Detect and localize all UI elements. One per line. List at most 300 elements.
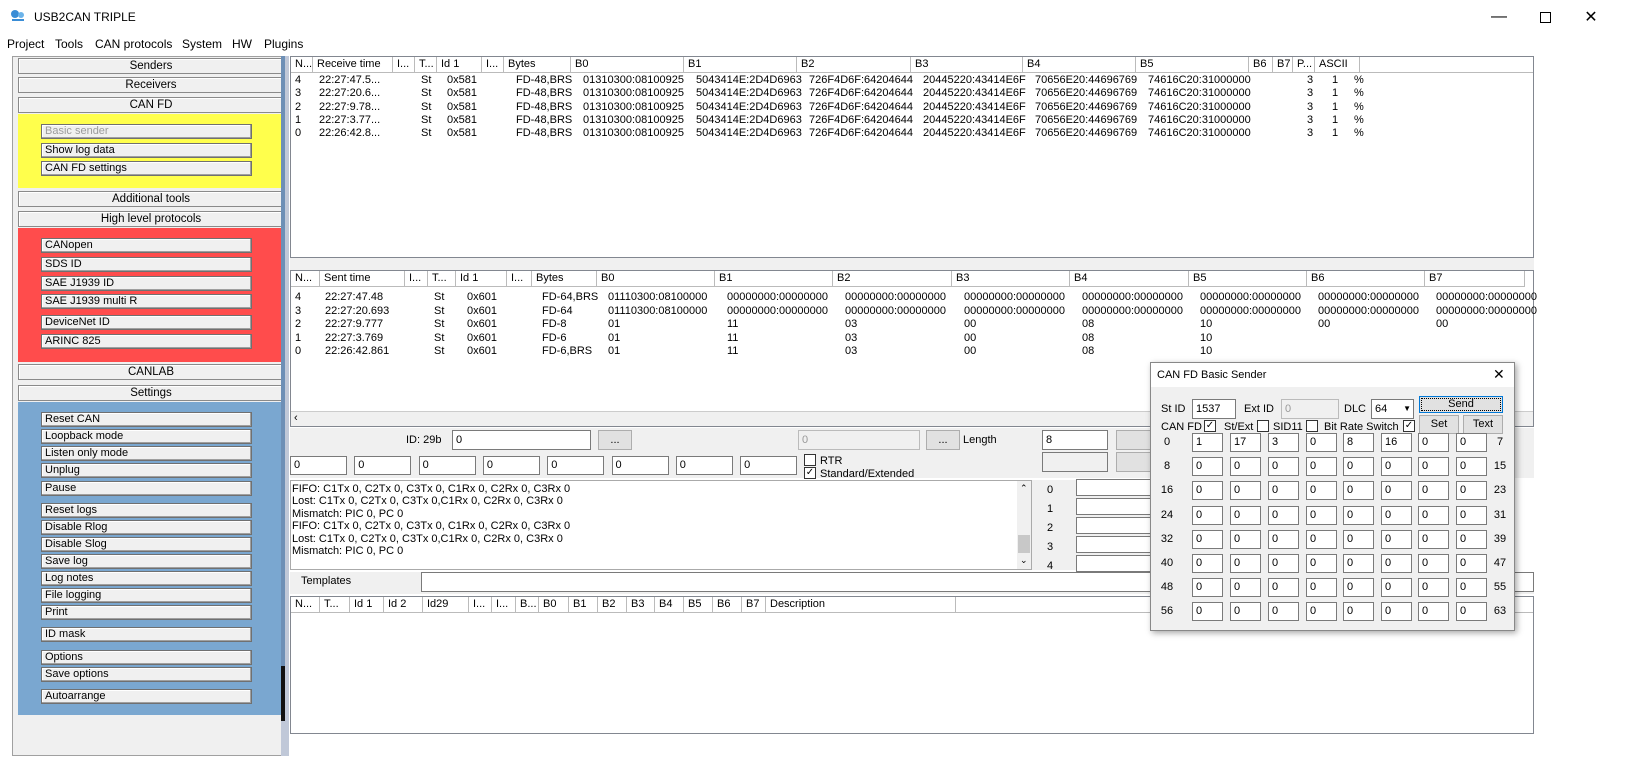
template-column-header[interactable]: B0 [539,597,569,613]
row-index-label: 3 [1047,541,1054,553]
byte-index-start-label: 16 [1160,484,1174,497]
receive-cell: 20445220:43414E6F [923,113,1026,126]
length-aux-input[interactable] [1042,452,1108,472]
text-button[interactable]: Text [1463,415,1503,434]
st-id-input[interactable]: 1537 [1192,399,1236,419]
sent-cell: 01 [608,318,621,330]
row-index-label: 2 [1047,522,1054,534]
sent-cell: 0x601 [467,345,497,357]
receive-column-header[interactable]: B1 [684,57,797,73]
byte-value-input[interactable]: 0 [1268,554,1299,573]
receive-cell: 20445220:43414E6F [923,74,1026,86]
template-column-header[interactable]: I... [492,597,516,613]
receive-cell: % [1354,113,1364,126]
sae-j1939-id-button[interactable]: SAE J1939 ID [41,276,252,291]
byte-value-input[interactable]: 0 [1230,457,1261,476]
byte-value-input[interactable]: 0 [1306,554,1337,573]
sent-cell: 00000000:00000000 [1200,291,1301,303]
sent-cell: 00000000:00000000 [1318,304,1419,317]
menu-can-protocols[interactable]: CAN protocols [95,37,173,51]
byte-value-input[interactable]: 0 [1418,481,1449,500]
log-scrollbar[interactable] [1017,481,1031,569]
reset-can-button[interactable]: Reset CAN [41,412,252,427]
byte-value-input[interactable]: 8 [1343,433,1374,452]
byte-input[interactable]: 0 [290,456,347,475]
template-column-header[interactable]: B7 [742,597,766,613]
log-line: Lost: C1Tx 0, C2Tx 0, C3Tx 0,C1Rx 0, C2Rx 0, C3Rx 0 [292,532,563,545]
sent-column-header[interactable]: Id 1 [456,271,507,287]
byte-value-input[interactable]: 0 [1192,506,1223,525]
byte-value-input[interactable]: 0 [1230,481,1261,500]
template-column-header[interactable]: I... [469,597,492,613]
receive-cell: 0 [295,127,302,140]
sent-cell: 00 [1318,318,1331,330]
receive-column-header[interactable]: B2 [797,57,911,73]
byte-index-start-label: 24 [1160,508,1174,521]
byte-value-input[interactable]: 0 [1268,506,1299,525]
sent-cell: FD-6,BRS [542,345,593,357]
template-column-header[interactable]: T... [320,597,350,613]
byte-value-input[interactable]: 0 [1343,457,1374,476]
sent-cell: 11 [727,331,739,344]
sent-cell: 00000000:00000000 [1436,304,1537,317]
template-column-header[interactable]: Id29 [423,597,469,613]
byte-value-input[interactable]: 0 [1306,578,1337,597]
byte-value-input[interactable]: 16 [1381,433,1412,452]
byte-index-end-label: 47 [1493,557,1507,569]
byte-value-input[interactable]: 0 [1268,530,1299,549]
canopen-button[interactable]: CANopen [41,238,252,253]
sent-column-header[interactable]: B6 [1307,271,1425,287]
byte-input[interactable]: 0 [483,456,540,475]
grid-splitter[interactable] [290,258,1534,270]
sent-column-header[interactable]: B5 [1189,271,1307,287]
row-index-label: 4 [1047,560,1054,572]
section-canlab[interactable]: CANLAB [18,364,284,380]
byte-value-input[interactable]: 17 [1230,433,1261,452]
byte-value-input[interactable]: 0 [1343,530,1374,549]
receive-column-header[interactable]: B7 [1273,57,1293,73]
scroll-left-icon[interactable]: ‹ [294,412,298,424]
bit-rate-switch-checkbox[interactable]: ✓ [1404,420,1414,431]
high-level-group [18,228,284,362]
receive-cell: 0x581 [447,87,477,100]
receive-column-header[interactable]: ASCII [1315,57,1360,73]
receive-cell: 22:27:20.6... [319,87,381,100]
receive-cell: 22:27:3.77... [319,113,381,126]
receive-cell: 3 [1307,87,1314,100]
disable-rlog-button[interactable]: Disable Rlog [41,520,252,535]
template-column-header[interactable]: B3 [627,597,655,613]
byte-value-input[interactable]: 0 [1343,602,1374,621]
save-log-button[interactable]: Save log [41,554,252,569]
show-log-data-button[interactable]: Show log data [41,143,252,158]
byte-value-input[interactable]: 0 [1192,457,1223,476]
sent-cell: 22:27:20.693 [325,304,390,317]
byte-input[interactable]: 0 [612,456,669,475]
receive-cell: 1 [1332,127,1339,140]
byte-value-input[interactable]: 0 [1418,578,1449,597]
receive-grid[interactable] [290,56,1534,258]
template-column-header[interactable]: Id 1 [350,597,384,613]
byte-value-input[interactable]: 0 [1418,506,1449,525]
sent-cell: St [434,318,445,330]
receive-cell: 726F4D6F:64204644 [809,74,913,86]
sent-cell: 11 [727,318,739,330]
sent-column-header[interactable]: Bytes [532,271,597,287]
id-input[interactable]: 0 [452,430,591,450]
sent-cell: 03 [845,345,858,357]
byte-value-input[interactable]: 0 [1456,433,1487,452]
byte-value-input[interactable]: 0 [1230,602,1261,621]
sent-cell: 00000000:00000000 [1318,291,1419,303]
template-column-header[interactable]: B2 [598,597,627,613]
byte-value-input[interactable]: 0 [1418,602,1449,621]
receive-cell: FD-48,BRS [516,100,573,113]
receive-cell: 22:27:9.78... [319,100,381,113]
sent-cell: 01 [608,331,621,344]
byte-value-input[interactable]: 0 [1456,578,1487,597]
receive-cell: 4 [295,74,302,86]
byte-value-input[interactable]: 0 [1418,554,1449,573]
sent-cell: 00 [1436,318,1449,330]
byte-value-input[interactable]: 0 [1306,506,1337,525]
section-receivers[interactable]: Receivers [18,77,284,93]
reset-logs-button[interactable]: Reset logs [41,503,252,518]
window-title: USB2CAN TRIPLE [34,10,136,24]
byte-value-input[interactable]: 0 [1192,481,1223,500]
row-value-input[interactable] [1076,498,1152,515]
section-additional-tools[interactable]: Additional tools [18,191,284,207]
receive-cell: 22:27:47.5... [319,74,381,86]
receive-cell: 20445220:43414E6F [923,100,1026,113]
title-bar [0,0,1645,34]
byte-index-start-label: 40 [1160,557,1174,569]
log-line: Mismatch: PIC 0, PC 0 [292,545,404,558]
sent-column-header[interactable]: B7 [1425,271,1525,287]
devicenet-id-button[interactable]: DeviceNet ID [41,315,252,330]
close-button[interactable] [1568,0,1614,34]
menu-system[interactable]: System [182,37,223,51]
byte-index-end-label: 63 [1493,605,1507,618]
autoarrange-button[interactable]: Autoarrange [41,689,252,704]
receive-cell: 70656E20:44696769 [1035,87,1138,100]
receive-cell: 74616C20:31000000 [1148,87,1251,100]
st-id-label: St ID [1161,403,1186,415]
loopback-mode-button[interactable]: Loopback mode [41,429,252,444]
byte-value-input[interactable]: 0 [1306,457,1337,476]
template-column-header[interactable]: B6 [713,597,742,613]
template-column-header[interactable]: B4 [655,597,684,613]
sent-cell: 03 [845,318,858,330]
basic-sender-button[interactable]: Basic sender [41,124,252,139]
byte-value-input[interactable]: 0 [1418,433,1449,452]
byte-value-input[interactable]: 0 [1343,554,1374,573]
pause-button[interactable]: Pause [41,481,252,496]
receive-cell: 0x581 [447,113,477,126]
byte-value-input[interactable]: 0 [1192,578,1223,597]
byte-value-input[interactable]: 0 [1230,554,1261,573]
menu-project[interactable]: Project [7,37,45,51]
receive-cell: 3 [295,87,302,100]
byte-value-input[interactable]: 1 [1192,433,1223,452]
sent-cell: 0x601 [467,291,497,303]
log-notes-button[interactable]: Log notes [41,571,252,586]
sent-cell: 10 [1200,331,1213,344]
receive-cell: 70656E20:44696769 [1035,100,1138,113]
byte-index-end-label: 39 [1493,532,1507,545]
receive-column-header[interactable]: Id 1 [437,57,482,73]
receive-column-header[interactable]: B6 [1249,57,1273,73]
row-value-input[interactable] [1076,479,1152,496]
receive-cell: 74616C20:31000000 [1148,100,1251,113]
byte-value-input[interactable]: 0 [1268,578,1299,597]
template-column-header[interactable]: N... [291,597,320,613]
receive-column-header[interactable]: Receive time [313,57,393,73]
byte-value-input[interactable]: 0 [1381,530,1412,549]
byte-index-start-label: 0 [1163,436,1171,448]
byte-index-start-label: 32 [1160,532,1174,545]
byte-value-input[interactable]: 0 [1381,481,1412,500]
rtr-checkbox[interactable] [804,454,816,466]
receive-column-header[interactable]: P... [1293,57,1315,73]
dialog-close-icon[interactable]: ✕ [1493,366,1505,382]
receive-column-header[interactable]: B3 [911,57,1023,73]
splitter-bar [281,56,285,666]
row-value-input[interactable] [1076,536,1152,553]
sent-column-header[interactable]: N... [291,271,320,287]
byte-value-input[interactable]: 3 [1268,433,1299,452]
byte-value-input[interactable]: 0 [1456,481,1487,500]
byte-value-input[interactable]: 0 [1418,530,1449,549]
can-fd-basic-sender-dialog [1150,362,1515,631]
byte-value-input[interactable]: 0 [1230,506,1261,525]
send-button[interactable]: Send [1419,396,1503,413]
scroll-down-icon[interactable]: ⌄ [1020,555,1028,565]
menu-plugins[interactable]: Plugins [264,37,304,51]
byte-value-input[interactable]: 0 [1456,457,1487,476]
byte-value-input[interactable]: 0 [1230,578,1261,597]
maximize-button[interactable] [1522,0,1568,34]
byte-value-input[interactable]: 0 [1381,554,1412,573]
id-browse-button[interactable]: ... [598,430,632,450]
sae-j1939-multi-button[interactable]: SAE J1939 multi R [41,294,252,309]
splitter-bar-dark [281,666,285,721]
receive-column-header[interactable]: B5 [1136,57,1249,73]
receive-cell: 0x581 [447,74,477,86]
byte-index-start-label: 48 [1160,581,1174,594]
can-fd-checkbox[interactable]: ✓ [1205,420,1215,431]
sent-cell: 11 [727,345,739,357]
receive-cell: 2 [295,100,302,113]
sent-column-header[interactable]: B4 [1070,271,1189,287]
receive-cell: 1 [1332,100,1339,113]
unplug-button[interactable]: Unplug [41,463,252,478]
byte-value-input[interactable]: 0 [1418,457,1449,476]
receive-cell: 01310300:08100925 [583,87,684,100]
receive-cell: St [421,100,432,113]
receive-column-header[interactable]: T... [415,57,437,73]
ext-id-dialog-input[interactable]: 0 [1281,399,1339,419]
sent-cell: 0x601 [467,304,497,317]
receive-cell: FD-48,BRS [516,127,573,140]
can-fd-settings-button[interactable]: CAN FD settings [41,161,252,176]
ext-browse-button[interactable]: ... [926,430,960,450]
byte-value-input[interactable]: 0 [1343,481,1374,500]
menu-tools[interactable]: Tools [55,37,84,51]
byte-value-input[interactable]: 0 [1456,506,1487,525]
receive-column-header[interactable]: N... [291,57,313,73]
set-button[interactable]: Set [1419,415,1459,434]
byte-value-input[interactable]: 0 [1306,433,1337,452]
dlc-select[interactable] [1371,399,1414,419]
sent-cell: 3 [295,304,302,317]
byte-value-input[interactable]: 0 [1230,530,1261,549]
byte-value-input[interactable]: 0 [1192,530,1223,549]
template-column-header[interactable]: Id 2 [384,597,423,613]
dialog-title: CAN FD Basic Sender [1157,369,1267,381]
byte-input[interactable]: 0 [547,456,604,475]
template-column-header[interactable]: B... [516,597,539,613]
template-column-header[interactable]: B1 [569,597,598,613]
sent-cell: FD-8 [542,318,567,330]
section-can-fd[interactable]: CAN FD [18,97,284,113]
receive-header-filler [1360,57,1533,73]
byte-input[interactable]: 0 [740,456,797,475]
row-value-input[interactable] [1076,555,1152,572]
sent-column-header[interactable]: B1 [715,271,833,287]
sent-cell: 00000000:00000000 [845,291,946,303]
template-column-header[interactable]: Description [766,597,956,613]
sent-cell: 00000000:00000000 [1082,304,1183,317]
sent-column-header[interactable]: Sent time [320,271,405,287]
section-senders[interactable]: Senders [18,58,284,74]
id-mask-button[interactable]: ID mask [41,627,252,642]
dialog-title-bar [1151,363,1514,387]
receive-cell: 74616C20:31000000 [1148,113,1251,126]
byte-value-input[interactable]: 0 [1192,554,1223,573]
byte-value-input[interactable]: 0 [1268,457,1299,476]
byte-value-input[interactable]: 0 [1381,457,1412,476]
byte-value-input[interactable]: 0 [1268,481,1299,500]
log-textarea[interactable] [290,480,1032,570]
receive-cell: 20445220:43414E6F [923,87,1026,100]
sent-column-header[interactable]: B3 [952,271,1070,287]
sent-column-header[interactable]: B0 [597,271,715,287]
byte-value-input[interactable]: 0 [1343,506,1374,525]
section-settings[interactable]: Settings [18,385,284,401]
receive-cell: 726F4D6F:64204644 [809,127,913,140]
receive-column-header[interactable]: B0 [571,57,684,73]
sent-column-header[interactable]: I... [405,271,428,287]
receive-cell: 1 [1332,74,1339,86]
byte-value-input[interactable]: 0 [1381,506,1412,525]
sid11-checkbox[interactable] [1306,420,1318,432]
row-index-label: 1 [1047,503,1054,515]
sent-cell: FD-64 [542,304,573,317]
byte-value-input[interactable]: 0 [1343,578,1374,597]
save-options-button[interactable]: Save options [41,667,252,682]
close-icon: ✕ [1584,9,1598,26]
byte-value-input[interactable]: 0 [1381,578,1412,597]
standard-extended-checkbox[interactable]: ✓ [805,467,815,478]
sent-cell: 01110300:08100000 [608,291,708,303]
can-fd-label: CAN FD [1161,421,1202,433]
receive-cell: 1 [1332,87,1339,100]
byte-input[interactable]: 0 [354,456,411,475]
row-value-input[interactable] [1076,517,1152,534]
receive-cell: % [1354,100,1364,113]
sent-column-header[interactable]: T... [428,271,456,287]
sent-cell: 03 [845,331,858,344]
length-input[interactable]: 8 [1042,430,1108,450]
byte-input[interactable]: 0 [676,456,733,475]
sent-cell: 22:26:42.861 [325,345,390,357]
byte-value-input[interactable]: 0 [1456,602,1487,621]
sent-cell: FD-6 [542,331,567,344]
byte-value-input[interactable]: 0 [1381,602,1412,621]
scroll-up-icon[interactable]: ⌃ [1020,483,1028,493]
sent-cell: 2 [295,318,302,330]
sent-cell: 00000000:00000000 [845,304,946,317]
byte-value-input[interactable]: 0 [1306,530,1337,549]
byte-value-input[interactable]: 0 [1268,602,1299,621]
can-fd-group [18,114,284,188]
byte-value-input[interactable]: 0 [1306,602,1337,621]
log-line: Mismatch: PIC 0, PC 0 [292,507,404,520]
template-column-header[interactable]: B5 [684,597,713,613]
st-ext-checkbox[interactable] [1257,420,1269,432]
sent-column-header[interactable]: I... [507,271,532,287]
chevron-down-icon: ▼ [1403,404,1411,413]
arinc-825-button[interactable]: ARINC 825 [41,334,252,349]
receive-column-header[interactable]: I... [482,57,504,73]
byte-value-input[interactable]: 0 [1192,602,1223,621]
sent-cell: 08 [1082,318,1095,330]
byte-index-start-label: 56 [1160,605,1174,618]
receive-cell: 726F4D6F:64204644 [809,87,913,100]
receive-cell: 5043414E:2D4D6963 [696,74,802,86]
byte-input[interactable]: 0 [419,456,476,475]
receive-cell: 0x581 [447,100,477,113]
receive-cell: FD-48,BRS [516,87,573,100]
byte-value-input[interactable]: 0 [1456,530,1487,549]
sent-column-header[interactable]: B2 [833,271,952,287]
receive-cell: St [421,74,432,86]
byte-value-input[interactable]: 0 [1306,481,1337,500]
minimize-button[interactable] [1476,0,1522,34]
sds-id-button[interactable]: SDS ID [41,257,252,272]
options-button[interactable]: Options [41,650,252,665]
disable-slog-button[interactable]: Disable Slog [41,537,252,552]
receive-column-header[interactable]: I... [393,57,415,73]
sent-cell: 00 [964,318,977,330]
menu-hw[interactable]: HW [232,37,252,51]
menu-bar [0,34,1645,54]
section-high-level-protocols[interactable]: High level protocols [18,211,284,227]
byte-value-input[interactable]: 0 [1456,554,1487,573]
ext-id-input[interactable]: 0 [798,430,920,450]
file-logging-button[interactable]: File logging [41,588,252,603]
print-button[interactable]: Print [41,605,252,620]
receive-cell: 726F4D6F:64204644 [809,113,913,126]
receive-cell: 5043414E:2D4D6963 [696,87,802,100]
scroll-thumb[interactable] [1018,535,1030,553]
listen-only-mode-button[interactable]: Listen only mode [41,446,252,461]
sent-cell: St [434,345,445,357]
receive-column-header[interactable]: Bytes [504,57,571,73]
receive-column-header[interactable]: B4 [1023,57,1136,73]
